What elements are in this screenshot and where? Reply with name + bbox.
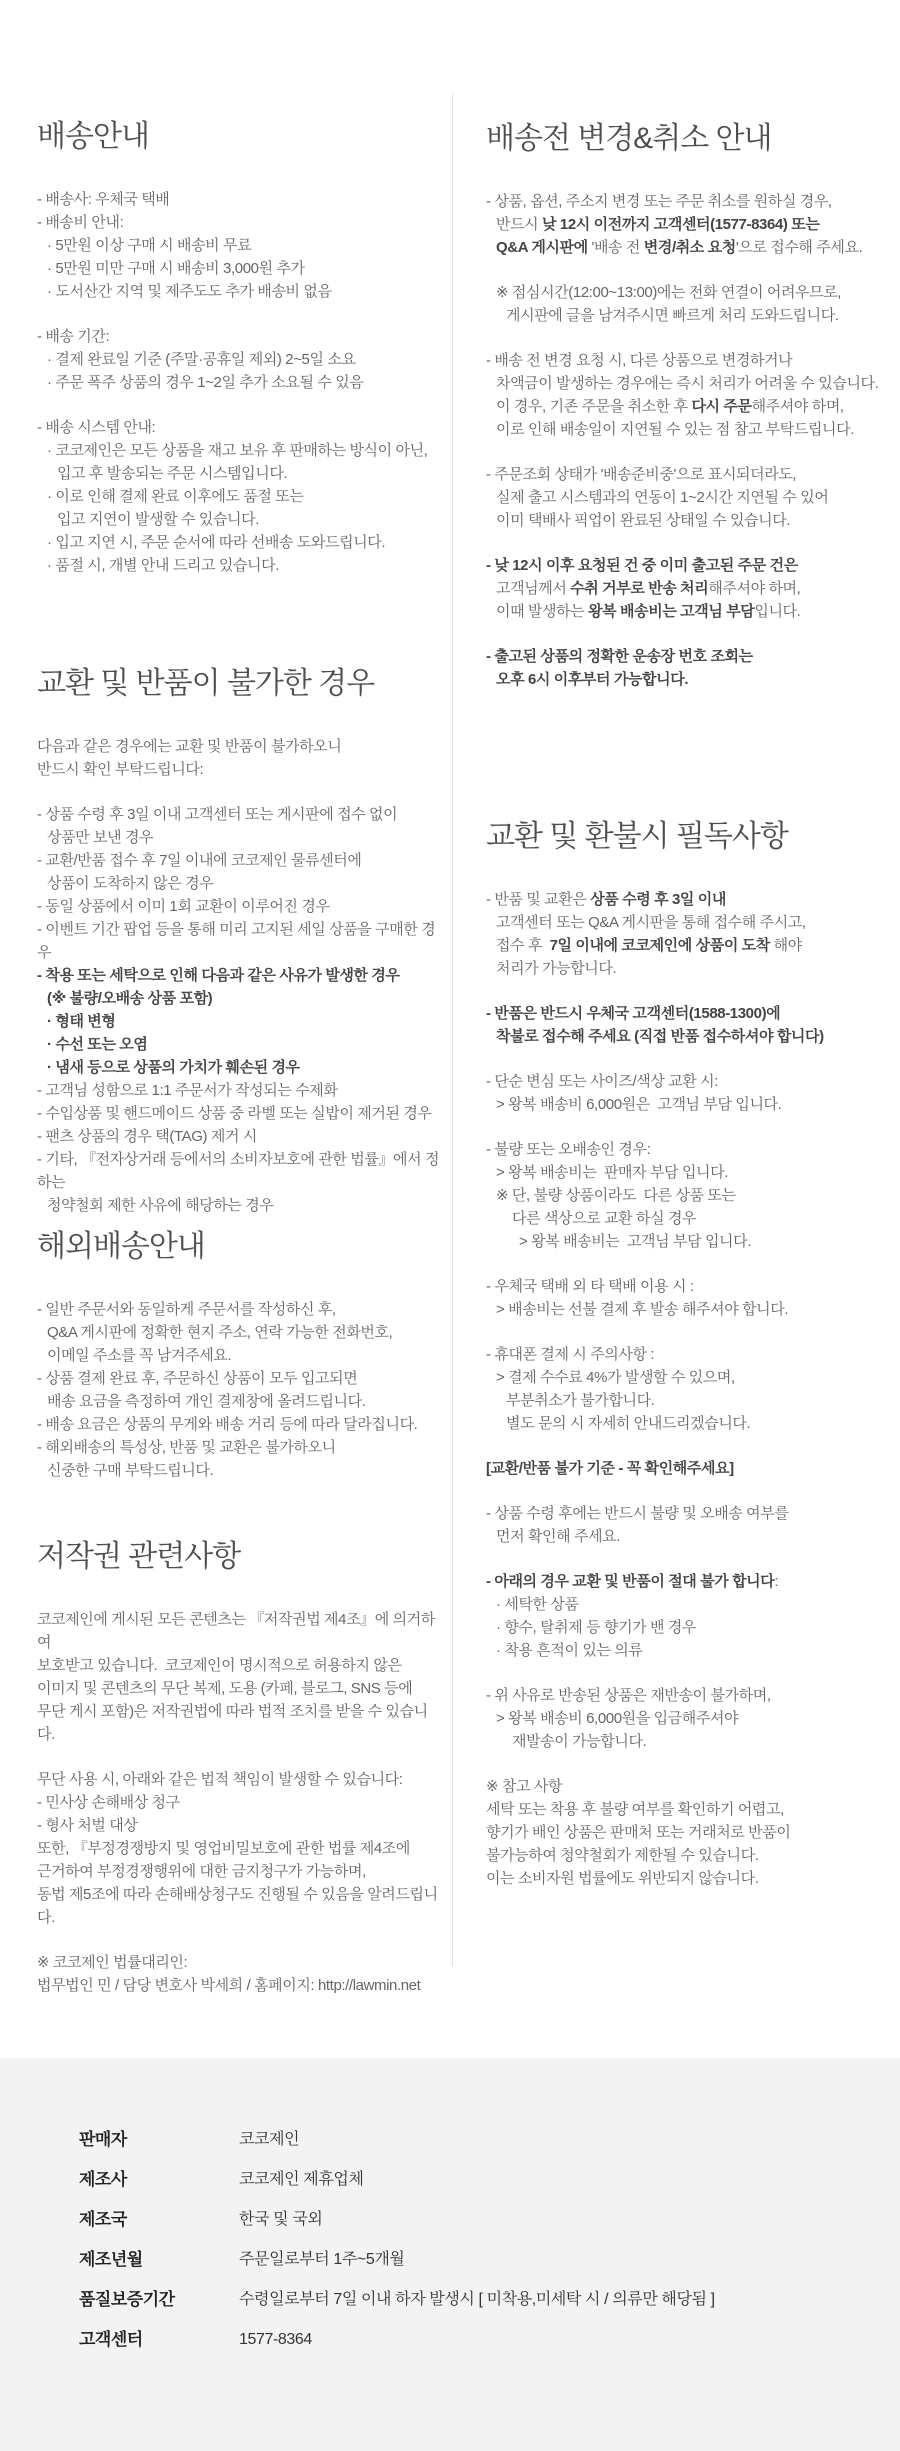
- text: 청약철회 제한 사유에 해당하는 경우: [47, 1197, 274, 1214]
- text: - 반품 및 교환은: [486, 891, 591, 908]
- text: 입고 지연이 발생할 수 있습니다.: [57, 511, 260, 528]
- text: 실제 출고 시스템과의 연동이 1~2시간 지연될 수 있어: [496, 489, 829, 506]
- text: · 향수, 탈취제 등 향기가 밴 경우: [496, 1619, 697, 1636]
- info-table-row: [0, 2208, 900, 2231]
- text-line: [486, 1525, 888, 1548]
- section-shipping-guide: [37, 118, 444, 577]
- text: - 배송 시스템 안내:: [37, 419, 156, 436]
- text-line: [486, 1138, 888, 1161]
- text: - 고객님 성함으로 1:1 주문서가 작성되는 수제화: [37, 1082, 338, 1099]
- text-line: [37, 1148, 444, 1194]
- text-line: [486, 934, 888, 957]
- text-line: [37, 1102, 444, 1125]
- text-line: [486, 1570, 888, 1593]
- text-line: [486, 1184, 888, 1207]
- text-line: [37, 1010, 444, 1033]
- info-table-row: [0, 2168, 900, 2191]
- section-title: 배송안내: [37, 120, 149, 153]
- text: - 수입상품 및 핸드메이드 상품 중 라벨 또는 실밥이 제거된 경우: [37, 1105, 432, 1122]
- text: - 팬츠 상품의 경우 택(TAG) 제거 시: [37, 1128, 257, 1145]
- text: - 주문조회 상태가 '배송준비중'으로 표시되더라도,: [486, 466, 797, 483]
- text-line: [486, 1639, 888, 1662]
- text-line: [486, 1002, 888, 1025]
- text-line: [37, 531, 444, 554]
- text-line: [37, 1677, 444, 1700]
- section-title: 해외배송안내: [37, 1230, 205, 1263]
- product-info-table: [0, 2058, 900, 2451]
- text-line: [37, 1436, 444, 1459]
- text-line: [486, 304, 888, 327]
- text-line: [37, 1837, 444, 1860]
- text: - 배송 기간:: [37, 328, 110, 345]
- text: - 이벤트 기간 팝업 등을 통해 미리 고지된 세일 상품을 구매한 경우: [37, 921, 436, 961]
- text: · 5만원 이상 구매 시 배송비 무료: [47, 237, 252, 254]
- text-line: [37, 280, 444, 303]
- text-line: [37, 1033, 444, 1056]
- text-line: [486, 486, 888, 509]
- text-line: [37, 1321, 444, 1344]
- text: - 일반 주문서와 동일하게 주문서를 작성하신 후,: [37, 1301, 336, 1318]
- text-line: [37, 1079, 444, 1102]
- info-value: 1577-8364: [239, 2331, 312, 2348]
- text: 근거하여 부정경쟁행위에 대한 금지청구가 가능하며,: [37, 1863, 366, 1880]
- text: '배송 전: [587, 239, 644, 256]
- text: - 상품 결제 완료 후, 주문하신 상품이 모두 입고되면: [37, 1370, 358, 1387]
- text: - 상품 수령 후 3일 이내 고객센터 또는 게시판에 접수 없이: [37, 806, 398, 823]
- text-line: [37, 1860, 444, 1883]
- text: ※ 참고 사항: [486, 1778, 563, 1795]
- bold-text: - 착용 또는 세탁으로 인해 다음과 같은 사유가 발생한 경우: [37, 967, 400, 984]
- text-line: [37, 735, 444, 758]
- text: 부분취소가 불가합니다.: [506, 1392, 655, 1409]
- text-line: [486, 1867, 888, 1890]
- bold-text: · 형태 변형: [47, 1013, 116, 1030]
- text: · 코코제인은 모든 상품을 재고 보유 후 판매하는 방식이 아닌,: [47, 442, 428, 459]
- section-body: [37, 1608, 444, 1997]
- text: - 기타, 『전자상거래 등에서의 소비자보호에 관한 법률』에서 정하는: [37, 1151, 440, 1191]
- bold-text: 수취 거부로 반송 처리: [570, 580, 709, 597]
- text-line: [486, 1457, 888, 1480]
- text-line: [486, 645, 888, 668]
- text-line: [486, 668, 888, 691]
- info-label: 제조사: [79, 2170, 127, 2189]
- text-line: [486, 1366, 888, 1389]
- section-copyright: [37, 1538, 444, 1997]
- text: 고객센터 또는 Q&A 게시판을 통해 접수해 주시고,: [496, 914, 806, 931]
- text-line: [37, 1459, 444, 1482]
- text: 또한, 『부정경쟁방지 및 영업비밀보호에 관한 법률 제4조에: [37, 1840, 410, 1857]
- text: · 품절 시, 개별 안내 드리고 있습니다.: [47, 557, 279, 574]
- text-line: [486, 418, 888, 441]
- info-label: 품질보증기간: [79, 2290, 175, 2309]
- section-exchange-refund-mustread: [486, 818, 888, 1890]
- text-line: [486, 1025, 888, 1048]
- text: 향기가 배인 상품은 판매처 또는 거래처로 반품이: [486, 1824, 791, 1841]
- text-line: [486, 372, 888, 395]
- text-line: [486, 395, 888, 418]
- text: 먼저 확인해 주세요.: [496, 1528, 621, 1545]
- text-line: [37, 872, 444, 895]
- info-label: 제조국: [79, 2210, 127, 2229]
- text: - 상품 수령 후에는 반드시 불량 및 오배송 여부를: [486, 1505, 789, 1522]
- text: 법무법인 민 / 담당 변호사 박세희 / 홈페이지: http://lawmin.net: [37, 1977, 421, 1994]
- section-title: 배송전 변경&취소 안내: [486, 122, 772, 155]
- text: 불가능하여 청약철회가 제한될 수 있습니다.: [486, 1847, 759, 1864]
- text-line: [486, 1593, 888, 1616]
- text-line: [37, 371, 444, 394]
- text: · 입고 지연 시, 주문 순서에 따라 선배송 도와드립니다.: [47, 534, 386, 551]
- column-divider: [452, 93, 453, 1966]
- info-value: 수령일로부터 7일 이내 하자 발생시 [ 미착용,미세탁 시 / 의류만 해당됨 ]: [239, 2291, 715, 2308]
- text: - 배송비 안내:: [37, 214, 124, 231]
- text-line: [486, 1093, 888, 1116]
- text: 이메일 주소를 꼭 남겨주세요.: [47, 1347, 232, 1364]
- text-line: [486, 349, 888, 372]
- info-label: 고객센터: [79, 2330, 143, 2349]
- text-line: [486, 1707, 888, 1730]
- text-line: [486, 1230, 888, 1253]
- text-line: [486, 957, 888, 980]
- text: · 주문 폭주 상품의 경우 1~2일 추가 소요될 수 있음: [47, 374, 364, 391]
- text-line: [486, 1798, 888, 1821]
- text: > 왕복 배송비는 판매자 부담 입니다.: [496, 1164, 728, 1181]
- info-table-row: [0, 2288, 900, 2311]
- text: - 교환/반품 접수 후 7일 이내에 코코제인 물류센터에: [37, 852, 362, 869]
- text-line: [486, 1070, 888, 1093]
- bold-text: 낮 12시 이전까지 고객센터(1577-8364) 또는: [542, 216, 820, 233]
- text-line: [486, 1775, 888, 1798]
- text-line: [37, 918, 444, 964]
- text: 이미 택배사 픽업이 완료된 상태일 수 있습니다.: [496, 512, 791, 529]
- text-line: [37, 485, 444, 508]
- text-line: [486, 1343, 888, 1366]
- text: 이는 소비자원 법률에도 위반되지 않습니다.: [486, 1870, 759, 1887]
- text: 이미지 및 콘텐츠의 무단 복제, 도용 (카페, 블로그, SNS 등에: [37, 1680, 413, 1697]
- info-table-row: [0, 2248, 900, 2271]
- text-line: [486, 1730, 888, 1753]
- text: 반드시 확인 부탁드립니다:: [37, 761, 204, 778]
- text: 고객님께서: [496, 580, 571, 597]
- section-body: [37, 188, 444, 577]
- text: - 민사상 손해배상 청구: [37, 1794, 180, 1811]
- text-line: [37, 508, 444, 531]
- text: 세탁 또는 착용 후 불량 여부를 확인하기 어렵고,: [486, 1801, 784, 1818]
- text-line: [37, 758, 444, 781]
- info-value: 코코제인 제휴업체: [239, 2171, 364, 2188]
- text-line: [37, 554, 444, 577]
- text: > 배송비는 선불 결제 후 발송 해주셔야 합니다.: [496, 1301, 789, 1318]
- text: 코코제인에 게시된 모든 콘텐츠는 『저작권법 제4조』에 의거하여: [37, 1611, 435, 1651]
- text: 반드시: [496, 216, 543, 233]
- text-line: [37, 1814, 444, 1837]
- text-line: [37, 257, 444, 280]
- bold-text: (※ 불량/오배송 상품 포함): [47, 990, 213, 1007]
- text: - 동일 상품에서 이미 1회 교환이 이루어진 경우: [37, 898, 330, 915]
- section-change-cancel-before-shipping: [486, 120, 888, 691]
- section-body: [37, 1298, 444, 1482]
- text-line: [37, 1974, 444, 1997]
- text: 해주셔야 하며,: [708, 580, 801, 597]
- text: 동법 제5조에 따라 손해배상청구도 진행될 수 있음을 알려드립니다.: [37, 1886, 438, 1926]
- bold-text: 착불로 접수해 주세요 (직접 반품 접수하셔야 합니다): [496, 1028, 824, 1045]
- text-line: [37, 1194, 444, 1217]
- bold-text: Q&A 게시판에: [496, 239, 588, 256]
- text-line: [37, 462, 444, 485]
- text-line: [37, 1390, 444, 1413]
- text: 상품이 도착하지 않은 경우: [47, 875, 214, 892]
- text-line: [37, 1951, 444, 1974]
- text: 재발송이 가능합니다.: [512, 1733, 647, 1750]
- text: - 휴대폰 결제 시 주의사항 :: [486, 1346, 655, 1363]
- text: - 상품, 옵션, 주소지 변경 또는 주문 취소를 원하실 경우,: [486, 193, 832, 210]
- text-line: [37, 188, 444, 211]
- text: 이때 발생하는: [496, 603, 589, 620]
- text-line: [486, 1616, 888, 1639]
- text-line: [486, 281, 888, 304]
- text: 게시판에 글을 남겨주시면 빠르게 처리 도와드립니다.: [506, 307, 839, 324]
- text-line: [486, 1684, 888, 1707]
- text: ※ 점심시간(12:00~13:00)에는 전화 연결이 어려우므로,: [496, 284, 842, 301]
- bold-text: 7일 이내에 코코제인에 상품이 도착: [549, 937, 770, 954]
- text: · 도서산간 지역 및 제주도도 추가 배송비 없음: [47, 283, 332, 300]
- text: 다음과 같은 경우에는 교환 및 반품이 불가하오니: [37, 738, 342, 755]
- text-line: [486, 1502, 888, 1525]
- text-line: [486, 1389, 888, 1412]
- text-line: [37, 1768, 444, 1791]
- text-line: [37, 849, 444, 872]
- section-body: [37, 735, 444, 1217]
- text: · 결제 완료일 기준 (주말·공휴일 제외) 2~5일 소요: [47, 351, 356, 368]
- text: > 왕복 배송비 6,000원은 고객님 부담 입니다.: [496, 1096, 782, 1113]
- text-line: [37, 1125, 444, 1148]
- text-line: [37, 987, 444, 1010]
- text-line: [486, 463, 888, 486]
- section-overseas-shipping: [37, 1228, 444, 1482]
- text: - 배송 전 변경 요청 시, 다른 상품으로 변경하거나: [486, 352, 793, 369]
- text: 처리가 가능합니다.: [496, 960, 617, 977]
- text-line: [37, 1056, 444, 1079]
- section-body: [486, 888, 888, 1890]
- bold-text: - 출고된 상품의 정확한 운송장 번호 조회는: [486, 648, 753, 665]
- text: ※ 코코제인 법률대리인:: [37, 1954, 188, 1971]
- text-line: [37, 1791, 444, 1814]
- info-value: 한국 및 국외: [239, 2211, 323, 2228]
- text: - 형사 처벌 대상: [37, 1817, 138, 1834]
- text: 해야: [769, 937, 802, 954]
- text: - 단순 변심 또는 사이즈/색상 교환 시:: [486, 1073, 718, 1090]
- info-table-row: [0, 2128, 900, 2151]
- info-table-row: [0, 2328, 900, 2351]
- text: 접수 후: [496, 937, 550, 954]
- text: Q&A 게시판에 정확한 현지 주소, 연락 가능한 전화번호,: [47, 1324, 393, 1341]
- section-title: 교환 및 반품이 불가한 경우: [37, 667, 375, 700]
- bold-text: · 수선 또는 오염: [47, 1036, 148, 1053]
- text: 배송 요금을 측정하여 개인 결제창에 올려드립니다.: [47, 1393, 366, 1410]
- text-line: [37, 325, 444, 348]
- text-line: [37, 1367, 444, 1390]
- text: - 배송사: 우체국 택배: [37, 191, 170, 208]
- bold-text: · 냄새 등으로 상품의 가치가 훼손된 경우: [47, 1059, 300, 1076]
- text: - 불량 또는 오배송인 경우:: [486, 1141, 651, 1158]
- text: 무단 사용 시, 아래와 같은 법적 책임이 발생할 수 있습니다:: [37, 1771, 403, 1788]
- text: 상품만 보낸 경우: [47, 829, 154, 846]
- text-line: [486, 1844, 888, 1867]
- text-line: [486, 1275, 888, 1298]
- text: 다른 색상으로 교환 하실 경우: [512, 1210, 697, 1227]
- info-value: 코코제인: [239, 2131, 300, 2148]
- text-line: [37, 1700, 444, 1746]
- text: 신중한 구매 부탁드립니다.: [47, 1462, 214, 1479]
- text: 무단 게시 포함)은 저작권법에 따라 법적 조치를 받을 수 있습니다.: [37, 1703, 428, 1743]
- text: :: [774, 1573, 779, 1590]
- info-value: 주문일로부터 1주~5개월: [239, 2251, 405, 2268]
- text: 이로 인해 배송일이 지연될 수 있는 점 참고 부탁드립니다.: [496, 421, 854, 438]
- text: > 왕복 배송비 6,000원을 입금해주셔야: [496, 1710, 739, 1727]
- text-line: [37, 964, 444, 987]
- text: · 착용 흔적이 있는 의류: [496, 1642, 643, 1659]
- text-line: [37, 826, 444, 849]
- text-line: [486, 213, 888, 236]
- text: - 배송 요금은 상품의 무게와 배송 거리 등에 따라 달라집니다.: [37, 1416, 418, 1433]
- text: 이 경우, 기존 주문을 취소한 후: [496, 398, 692, 415]
- text-line: [486, 509, 888, 532]
- text-line: [486, 888, 888, 911]
- bold-text: 변경/취소 요청: [643, 239, 736, 256]
- text: - 해외배송의 특성상, 반품 및 교환은 불가하오니: [37, 1439, 336, 1456]
- text: · 세탁한 상품: [496, 1596, 579, 1613]
- text: 입고 후 발송되는 주문 시스템입니다.: [57, 465, 288, 482]
- text-line: [37, 348, 444, 371]
- text-line: [486, 554, 888, 577]
- bold-text: 상품 수령 후 3일 이내: [590, 891, 726, 908]
- text-line: [37, 416, 444, 439]
- text: · 5만원 미만 구매 시 배송비 3,000원 추가: [47, 260, 305, 277]
- text-line: [486, 1298, 888, 1321]
- text-line: [486, 190, 888, 213]
- text-line: [37, 1654, 444, 1677]
- text: ※ 단, 불량 상품이라도 다른 상품 또는: [496, 1187, 736, 1204]
- section-title: 교환 및 환불시 필독사항: [486, 820, 788, 853]
- text: 차액금이 발생하는 경우에는 즉시 처리가 어려울 수 있습니다.: [496, 375, 879, 392]
- text-line: [37, 1344, 444, 1367]
- text-line: [37, 439, 444, 462]
- text-line: [486, 577, 888, 600]
- bold-text: - 반품은 반드시 우체국 고객센터(1588-1300)에: [486, 1005, 781, 1022]
- text: · 이로 인해 결제 완료 이후에도 품절 또는: [47, 488, 304, 505]
- bold-text: - 낮 12시 이후 요청된 건 중 이미 출고된 주문 건은: [486, 557, 798, 574]
- text-line: [37, 1883, 444, 1929]
- bold-text: 왕복 배송비는 고객님 부담: [588, 603, 755, 620]
- text-line: [37, 1298, 444, 1321]
- section-exchange-return-impossible: [37, 665, 444, 1217]
- section-title: 저작권 관련사항: [37, 1540, 241, 1573]
- text-line: [486, 600, 888, 623]
- text-line: [37, 234, 444, 257]
- text: '으로 접수해 주세요.: [735, 239, 863, 256]
- section-body: [486, 190, 888, 691]
- info-label: 판매자: [79, 2130, 127, 2149]
- text-line: [37, 211, 444, 234]
- bold-text: 다시 주문: [691, 398, 752, 415]
- text-line: [37, 1608, 444, 1654]
- text: 입니다.: [754, 603, 801, 620]
- text-line: [486, 1412, 888, 1435]
- text-line: [486, 911, 888, 934]
- text: > 결제 수수료 4%가 발생할 수 있으며,: [496, 1369, 735, 1386]
- text: - 우체국 택배 외 타 택배 이용 시 :: [486, 1278, 694, 1295]
- text-line: [486, 236, 888, 259]
- info-label: 제조년월: [79, 2250, 143, 2269]
- text-line: [486, 1821, 888, 1844]
- text-line: [37, 1413, 444, 1436]
- text: 해주셔야 하며,: [751, 398, 844, 415]
- bold-text: 오후 6시 이후부터 가능합니다.: [496, 671, 689, 688]
- text-line: [37, 803, 444, 826]
- bold-text: [교환/반품 불가 기준 - 꼭 확인해주세요]: [486, 1460, 734, 1477]
- text-line: [486, 1207, 888, 1230]
- text: > 왕복 배송비는 고객님 부담 입니다.: [519, 1233, 751, 1250]
- text: - 위 사유로 반송된 상품은 재반송이 불가하며,: [486, 1687, 771, 1704]
- text-line: [37, 895, 444, 918]
- text: 보호받고 있습니다. 코코제인이 명시적으로 허용하지 않은: [37, 1657, 402, 1674]
- bold-text: - 아래의 경우 교환 및 반품이 절대 불가 합니다: [486, 1573, 775, 1590]
- text: 별도 문의 시 자세히 안내드리겠습니다.: [506, 1415, 751, 1432]
- text-line: [486, 1161, 888, 1184]
